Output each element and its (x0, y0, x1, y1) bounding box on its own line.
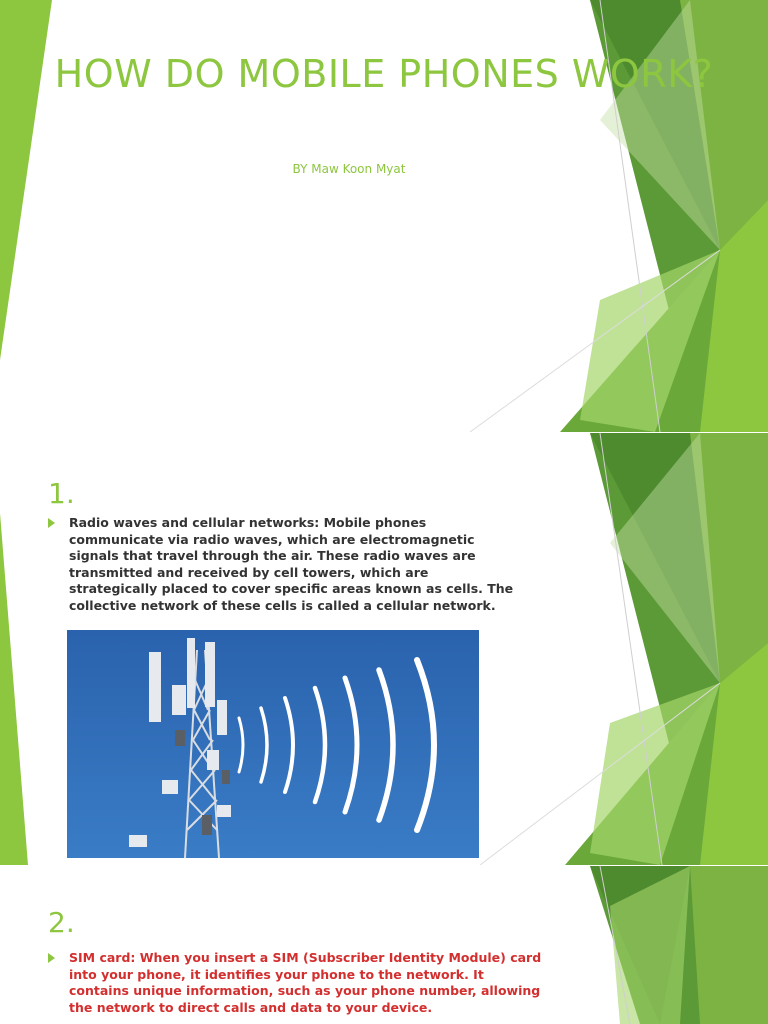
bullet-text: Radio waves and cellular networks: Mobile phones communicate via radio waves, which are electromagnetic signals that travel through the air. These radio waves are transmitted and received by cell towers, which are strategically placed to cover specific areas known as cells. The collective network of these cells is called a cellular network. (69, 515, 514, 613)
slide-number: 2. (48, 906, 75, 939)
title-slide (0, 0, 768, 432)
bullet-item (48, 515, 518, 615)
content-slide-1 (0, 433, 768, 865)
triangle-bullet-icon (48, 518, 55, 528)
content-slide-2 (0, 866, 768, 1024)
triangle-bullet-icon (48, 953, 55, 963)
slide-number: 1. (48, 477, 75, 510)
bullet-item (48, 950, 548, 1016)
bullet-text: SIM card: When you insert a SIM (Subscriber Identity Module) card into your phone, it identifies your phone to the network. It contains unique information, such as your phone number, allowing the network to direct calls and data to your device. (69, 950, 542, 1015)
slide-title: HOW DO MOBILE PHONES WORK? (54, 52, 714, 96)
cell-tower-radio-waves-photo (67, 630, 479, 858)
slide-subtitle: BY Maw Koon Myat (292, 162, 406, 176)
